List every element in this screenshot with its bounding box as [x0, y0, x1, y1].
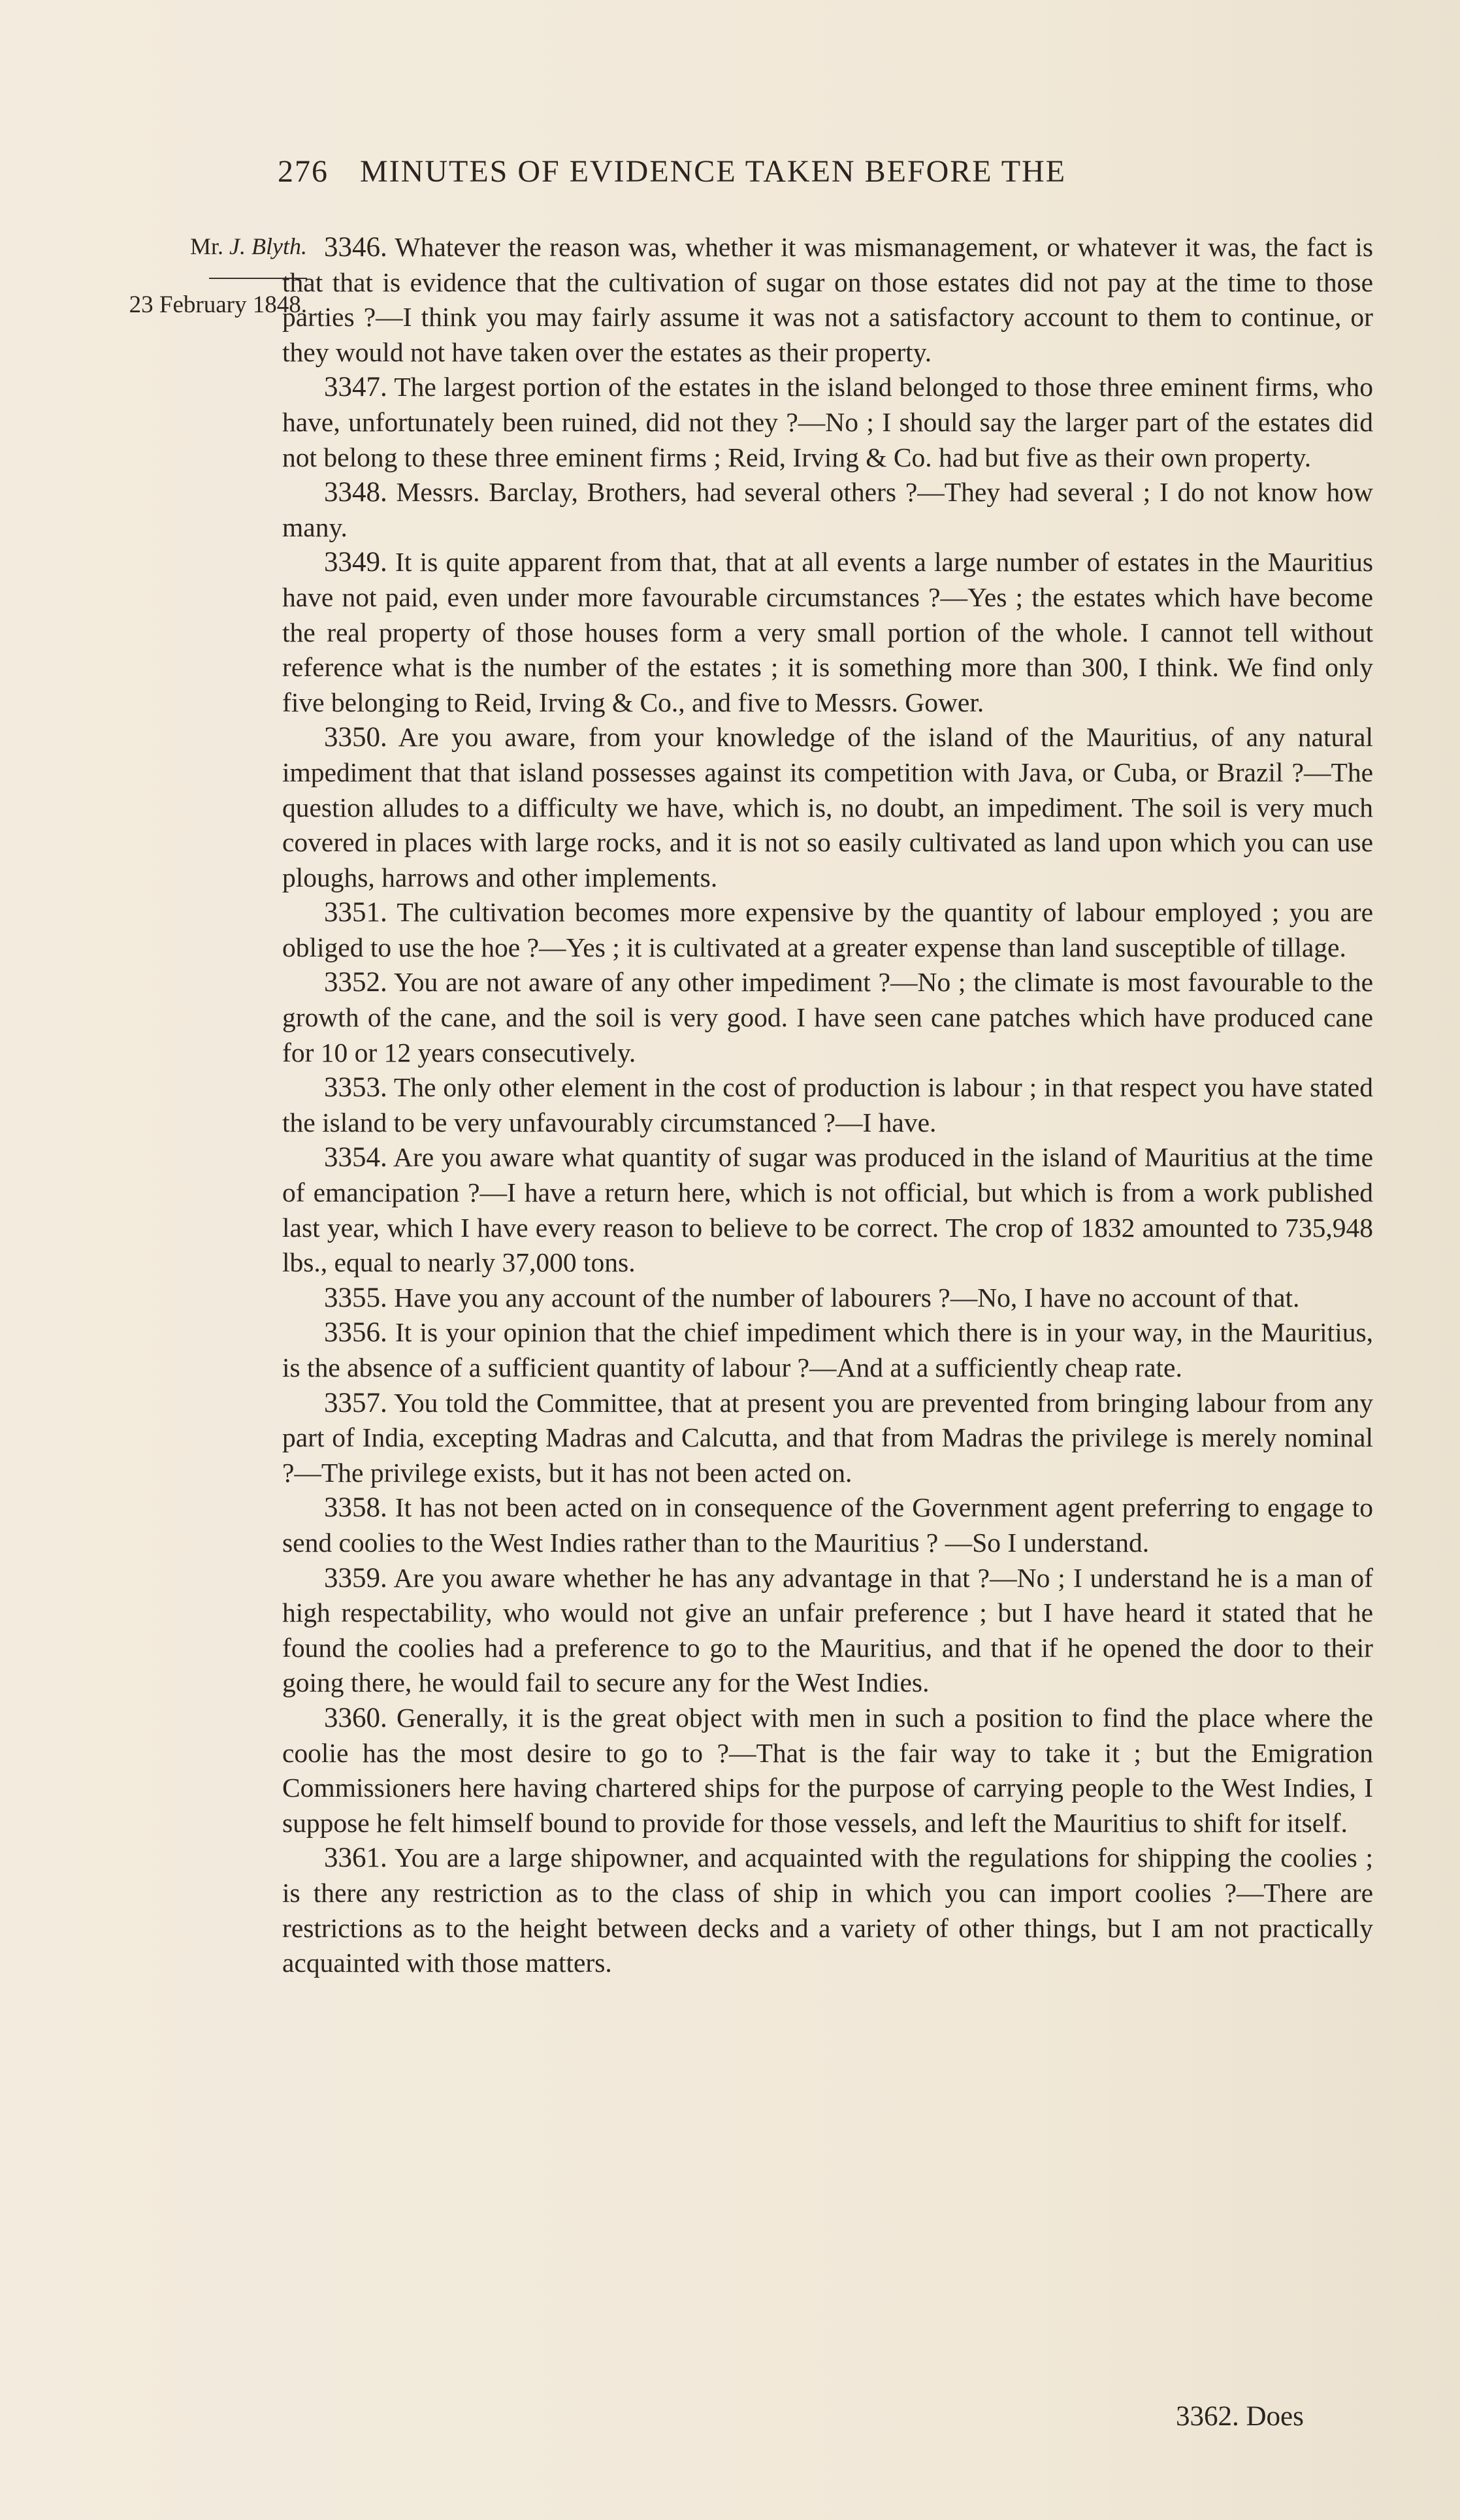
page-number: 276 [278, 154, 329, 189]
question-text: Generally, it is the great object with men in such a position to find the place where the coolie has the most desire to go to ?—That is the fair way to take it ; but the Emigration Commissioners here having chartered ships for the purpose of carrying people to the West Indies, I suppose he felt himself bound to provide for those vessels, and left the Mauritius to shift for itself. [282, 1702, 1373, 1838]
question-paragraph-3350 [282, 720, 1373, 895]
question-paragraph-3348 [282, 475, 1373, 545]
question-text: It has not been acted on in consequence of the Government agent preferring to engage to send coolies to the West Indies rather than to the Mauritius ? —So I understand. [282, 1492, 1374, 1558]
question-paragraph-3354 [282, 1140, 1373, 1280]
question-number: 3360. [324, 1702, 387, 1733]
question-text: You are not aware of any other impediment ?—No ; the climate is most favourable to the growth of the cane, and the soil is very good. I have seen cane patches which have produced cane for 10 or 12 years consecutively. [282, 967, 1373, 1068]
question-paragraph-3346 [282, 230, 1373, 370]
catchword: 3362. Does [1176, 2401, 1304, 2432]
question-paragraph-3356 [282, 1315, 1373, 1385]
question-text: Are you aware what quantity of sugar was produced in the island of Mauritius at the time of emancipation ?—I have a return here, which is not official, but which is from a work published last year, which I have every reason to believe to be correct. The crop of 1832 amounted to 735,948 lbs., equal to nearly 37,000 tons. [282, 1142, 1373, 1278]
question-number: 3359. [324, 1562, 387, 1594]
question-paragraph-3360 [282, 1701, 1373, 1841]
question-number: 3361. [324, 1842, 387, 1874]
question-number: 3346. [324, 232, 387, 263]
question-text: Are you aware, from your knowledge of the island of the Mauritius, of any natural impediment that that island possesses against its competition with Java, or Cuba, or Brazil ?—The question alludes to a difficulty we have, which is, no doubt, an impediment. The soil is very much covered in places with large rocks, and it is not so easily cultivated as land upon which you can use ploughs, harrows and other implements. [282, 722, 1373, 892]
question-text: Have you any account of the number of labourers ?—No, I have no account of that. [394, 1282, 1300, 1313]
question-number: 3350. [324, 722, 387, 753]
question-number: 3348. [324, 477, 387, 508]
question-number: 3356. [324, 1317, 387, 1349]
question-text: Whatever the reason was, whether it was mismanagement, or whatever it was, the fact is that that is evidence that the cultivation of sugar on those estates did not pay at the time to those parties ?—I think you may fairly assume it was not a satisfactory account to them to continue, or they would not have taken over the estates as their property. [282, 232, 1373, 367]
question-text: It is your opinion that the chief impediment which there is in your way, in the Mauritius, is the absence of a sufficient quantity of labour ?—And at a sufficiently cheap rate. [282, 1317, 1374, 1383]
question-number: 3352. [324, 967, 387, 998]
evidence-body [282, 230, 1373, 1981]
witness-name: J. Blyth. [229, 233, 307, 259]
question-number: 3357. [324, 1387, 387, 1418]
question-paragraph-3361 [282, 1841, 1373, 1980]
date-margin-note: 23 February 1848. [129, 291, 307, 318]
question-text: You are a large shipowner, and acquainted with the regulations for shipping the coolies ; is there any restriction as to the class of ship in which you can import coolies ?—There are restrictions as to the height between decks and a variety of other things, but I am not practically acquainted with those matters. [282, 1842, 1374, 1978]
question-paragraph-3359 [282, 1561, 1373, 1701]
question-text: Are you aware whether he has any advantage in that ?—No ; I understand he is a man of high respectability, who would not give an unfair preference ; but I have heard it stated that he found the coolies had a preference to go to the Mauritius, and that if he opened the door to their going there, he would fail to secure any for the West Indies. [282, 1562, 1373, 1698]
question-text: The largest portion of the estates in the island belonged to those three eminent firms, who have, unfortunately been ruined, did not they ?—No ; I should say the larger part of the estates did not belong to these three eminent firms ; Reid, Irving & Co. had but five as their own property. [282, 372, 1373, 472]
question-paragraph-3358 [282, 1490, 1373, 1560]
running-header [278, 154, 1388, 189]
question-paragraph-3352 [282, 965, 1373, 1070]
question-text: The only other element in the cost of production is labour ; in that respect you have stated the island to be very unfavourably circumstanced ?—I have. [282, 1072, 1373, 1137]
question-text: Messrs. Barclay, Brothers, had several others ?—They had several ; I do not know how many. [282, 477, 1374, 542]
question-paragraph-3351 [282, 895, 1373, 965]
question-paragraph-3355 [282, 1281, 1373, 1316]
witness-margin-note [26, 233, 307, 260]
question-paragraph-3353 [282, 1070, 1373, 1140]
question-number: 3349. [324, 547, 387, 578]
question-paragraph-3349 [282, 545, 1373, 720]
question-paragraph-3347 [282, 370, 1373, 475]
running-title: MINUTES OF EVIDENCE TAKEN BEFORE THE [360, 154, 1067, 189]
question-number: 3347. [324, 372, 387, 403]
question-paragraph-3357 [282, 1386, 1373, 1491]
question-number: 3351. [324, 897, 387, 928]
question-text: It is quite apparent from that, that at all events a large number of estates in the Mauritius have not paid, even under more favourable circumstances ?—Yes ; the estates which have become the real property of those houses form a very small portion of the whole. I cannot tell without reference what is the number of the estates ; it is something more than 300, I think. We find only five belonging to Reid, Irving & Co., and five to Messrs. Gower. [282, 547, 1373, 717]
witness-prefix: Mr. [190, 233, 224, 259]
question-number: 3354. [324, 1142, 387, 1173]
question-number: 3353. [324, 1072, 387, 1104]
question-text: The cultivation becomes more expensive by the quantity of labour employed ; you are obliged to use the hoe ?—Yes ; it is cultivated at a greater expense than land susceptible of tillage. [282, 897, 1373, 962]
question-number: 3355. [324, 1282, 387, 1313]
question-text: You told the Committee, that at present you are prevented from bringing labour from any part of India, excepting Madras and Calcutta, and that from Madras the privilege is merely nominal ?—The privilege exists, but it has not been acted on. [282, 1387, 1373, 1488]
question-number: 3358. [324, 1492, 387, 1524]
